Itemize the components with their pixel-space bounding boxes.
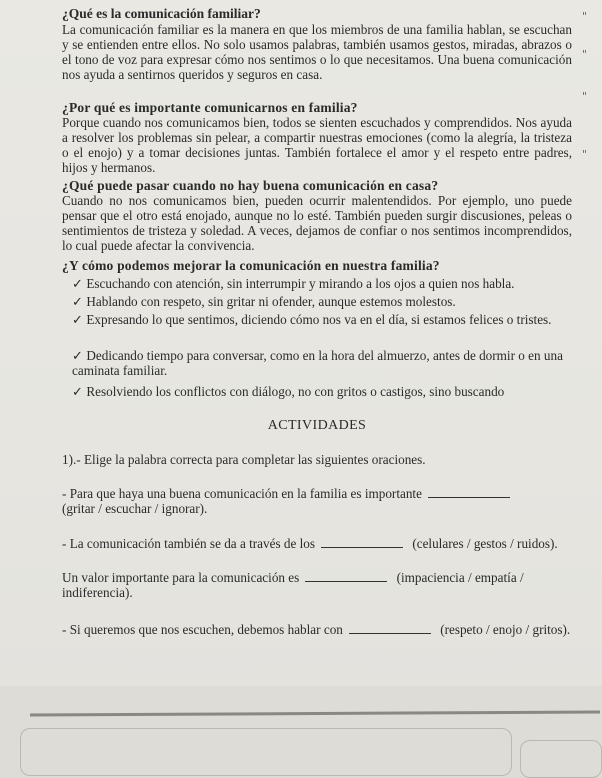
heading-consequences: ¿Qué puede pasar cuando no hay buena comunicación en casa? (62, 178, 439, 193)
consequences-paragraph: Cuando no nos comunicamos bien, pueden ocurrir malentendidos. Por ejemplo, uno puede pensar que el otro está enojado, aunque no lo esté. También pueden surgir discusiones, peleas o sentimientos de tristeza y soledad. A veces, dejamos de confiar o nos sentimos incomprendidos, lo cual puede afectar la convivencia. (62, 193, 572, 253)
fill-in-item (62, 536, 572, 551)
item-options: (celulares / gestos / ruidos). (412, 536, 558, 551)
item-options: (impaciencia / empatía / indiferencia). (62, 570, 524, 600)
margin-scribble: " (582, 48, 588, 61)
margin-scribble: " (582, 148, 588, 161)
tip-item: ✓ Dedicando tiempo para conversar, como en la hora del almuerzo, antes de dormir o en una caminata familiar. (62, 348, 572, 378)
fill-in-item (62, 486, 572, 516)
tip-item: ✓ Resolviendo los conflictos con diálogo, no con gritos o castigos, sino buscando (62, 384, 572, 399)
background-box (20, 728, 512, 776)
margin-scribble: " (582, 90, 588, 103)
tip-item: ✓ Escuchando con atención, sin interrumpir y mirando a los ojos a quien nos habla. (62, 276, 572, 291)
heading-improve: ¿Y cómo podemos mejorar la comunicación en nuestra familia? (62, 258, 440, 273)
tip-item: ✓ Hablando con respeto, sin gritar ni ofender, aunque estemos molestos. (62, 294, 572, 309)
heading-importance: ¿Por qué es importante comunicarnos en familia? (62, 100, 358, 115)
item-options: (respeto / enojo / gritos). (440, 622, 571, 637)
fill-in-item (62, 622, 572, 637)
margin-scribble: " (582, 10, 588, 23)
activity-instruction: 1).- Elige la palabra correcta para completar las siguientes oraciones. (62, 452, 426, 467)
tip-item: ✓ Expresando lo que sentimos, diciendo cómo nos va en el día, si estamos felices o tristes. (62, 312, 572, 327)
answer-blank[interactable] (305, 570, 387, 582)
fill-in-item (62, 570, 572, 600)
activities-title: ACTIVIDADES (267, 418, 367, 433)
intro-paragraph: La comunicación familiar es la manera en que los miembros de una familia hablan, se escuchan y se entienden entre ellos. No solo usamos palabras, también usamos gestos, miradas, abrazos o el tono de voz para expresar cómo nos sentimos o lo que necesitamos. Una buena comunicación nos ayuda a sentirnos queridos y seguros en casa. (62, 22, 572, 82)
answer-blank[interactable] (428, 486, 510, 498)
answer-blank[interactable] (321, 536, 403, 548)
item-text: - Si queremos que nos escuchen, debemos hablar con (62, 622, 343, 637)
page-title: ¿Qué es la comunicación familiar? (62, 6, 261, 21)
answer-blank[interactable] (349, 622, 431, 634)
item-text: Un valor importante para la comunicación es (62, 570, 300, 585)
background-box (520, 740, 602, 778)
item-text: - La comunicación también se da a través de los (62, 536, 316, 551)
item-text: - Para que haya una buena comunicación en la familia es importante (62, 486, 422, 501)
item-options: (gritar / escuchar / ignorar). (62, 501, 208, 516)
importance-paragraph: Porque cuando nos comunicamos bien, todos se sienten escuchados y comprendidos. Nos ayuda a resolver los problemas sin pelear, a compartir nuestras emociones (como la alegría, la tristeza o el enojo) y a tomar decisiones juntas. También fortalece el amor y el respeto entre padres, hijos y hermanos. (62, 115, 572, 175)
